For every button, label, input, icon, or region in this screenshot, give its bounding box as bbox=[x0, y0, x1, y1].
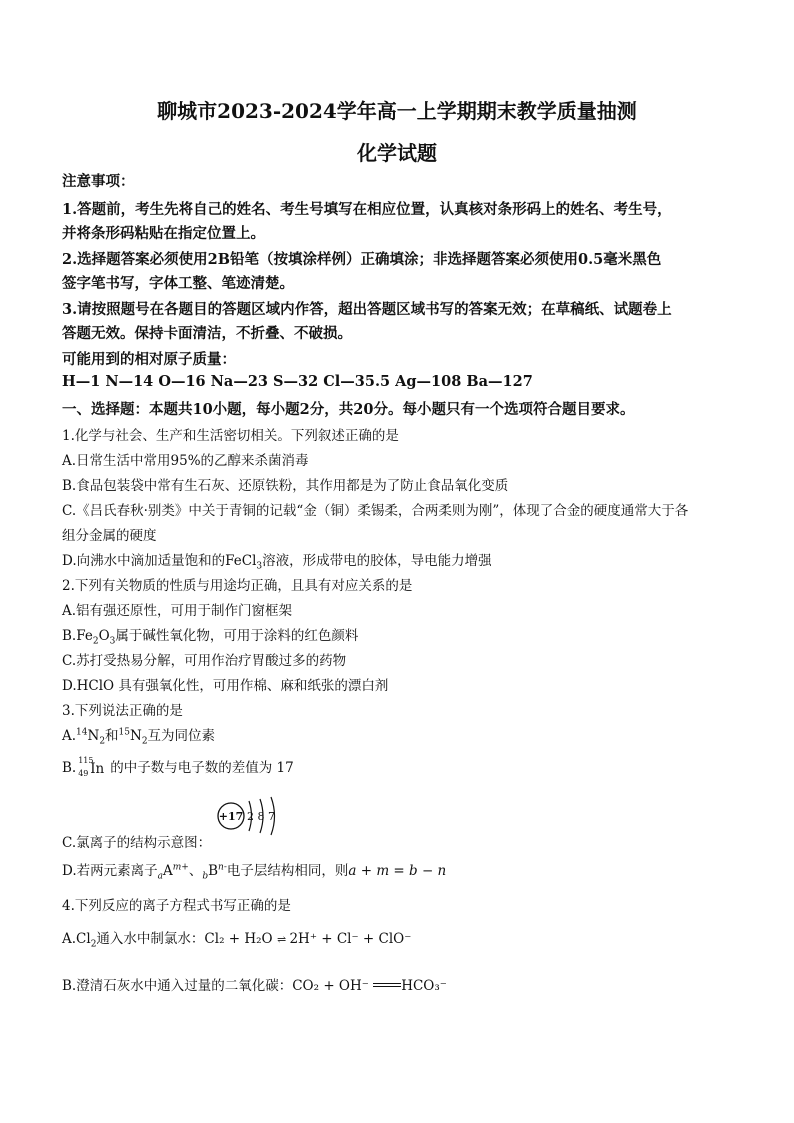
notice-line-3: 2.选择题答案必须使用2B铅笔（按填涂样例）正确填涂；非选择题答案必须使用0.5毫米黑色 bbox=[62, 251, 662, 268]
q1-stem: 1.化学与社会、生产和生活密切相关。下列叙述正确的是 bbox=[62, 428, 399, 444]
notice-line-2: 并将条形码粘贴在指定位置上。 bbox=[62, 225, 265, 242]
q3-stem: 3.下列说法正确的是 bbox=[62, 703, 183, 719]
q3-option-a: $A.^{14}N_2$和$^{15}N_2$互为同位素 bbox=[62, 727, 216, 747]
notice-line-6: 答题无效。保持卡面清洁，不折叠、不破损。 bbox=[62, 325, 352, 342]
q1-option-c: C.《吕氏春秋·别类》中关于青铜的记载“金（铜）柔锡柔，合两柔则为刚”，体现了合金的硬度通常大于各 bbox=[62, 503, 689, 519]
q2-option-a: A.铝有强还原性，可用于制作门窗框架 bbox=[62, 603, 293, 619]
q1-option-a: A.日常生活中常用95%的乙醇来杀菌消毒 bbox=[62, 453, 309, 469]
q1-option-b: B.食品包装袋中常有生石灰、还原铁粉，其作用都是为了防止食品氧化变质 bbox=[62, 478, 509, 494]
equals-sign bbox=[373, 978, 401, 992]
atomic-mass-heading: 可能用到的相对原子质量： bbox=[62, 351, 236, 368]
reversible-arrow: ⇌ bbox=[276, 933, 286, 946]
q1-option-d: D.向沸水中滴加适量饱和的FeCl$_3$溶液，形成带电的胶体，导电能力增强 bbox=[62, 553, 492, 572]
q2-option-c: C.苏打受热易分解，可用作治疗胃酸过多的药物 bbox=[62, 653, 347, 669]
nucleus-charge: +17 bbox=[218, 810, 244, 823]
page-title: 聊城市2023-2024学年高一上学期期末教学质量抽测 bbox=[157, 99, 637, 123]
section-heading: 一、选择题：本题共10小题，每小题2分，共20分。每小题只有一个选项符合题目要求。 bbox=[62, 401, 635, 418]
nuclide-symbol: 115 49 In bbox=[78, 756, 105, 778]
q2-option-b: $B.Fe_2O_3$属于碱性氧化物，可用于涂料的红色颜料 bbox=[62, 628, 359, 647]
q3-option-d: D.若两元素离子$_aA^{m+}$、$_bB^{n-}$电子层结构相同，则a + m = b − n bbox=[62, 862, 447, 882]
notice-line-5: 3.请按照题号在各题目的答题区域内作答，超出答题区域书写的答案无效；在草稿纸、试题卷上 bbox=[62, 301, 672, 318]
notice-heading: 注意事项： bbox=[62, 173, 135, 190]
page-subtitle: 化学试题 bbox=[357, 141, 437, 165]
chloride-structure-diagram bbox=[214, 795, 284, 837]
q2-stem: 2.下列有关物质的性质与用途均正确，且具有对应关系的是 bbox=[62, 578, 413, 594]
shell-electrons: 2 8 7 bbox=[247, 810, 275, 823]
atomic-mass-values: H—1 N—14 O—16 Na—23 S—32 Cl—35.5 Ag—108 Ba—127 bbox=[62, 373, 533, 390]
q4-stem: 4.下列反应的离子方程式书写正确的是 bbox=[62, 898, 291, 914]
q4-option-a: $A.Cl_2$通入水中制氯水：Cl₂ + H₂O ⇌ 2H⁺ + Cl⁻ + ClO⁻ bbox=[62, 931, 412, 950]
q3-option-b: B. 115 49 In 的中子数与电子数的差值为 17 bbox=[62, 756, 294, 782]
notice-line-1: 1.答题前，考生先将自己的姓名、考生号填写在相应位置，认真核对条形码上的姓名、考生号， bbox=[62, 201, 672, 218]
q4-option-b: B.澄清石灰水中通入过量的二氧化碳：CO₂ + OH⁻ HCO₃⁻ bbox=[62, 978, 447, 994]
q3-option-c: C.氯离子的结构示意图： bbox=[62, 835, 212, 851]
notice-line-4: 签字笔书写，字体工整、笔迹清楚。 bbox=[62, 275, 294, 292]
q2-option-d: D.HClO 具有强氧化性，可用作棉、麻和纸张的漂白剂 bbox=[62, 678, 389, 694]
q1-option-c-cont: 组分金属的硬度 bbox=[62, 528, 157, 544]
